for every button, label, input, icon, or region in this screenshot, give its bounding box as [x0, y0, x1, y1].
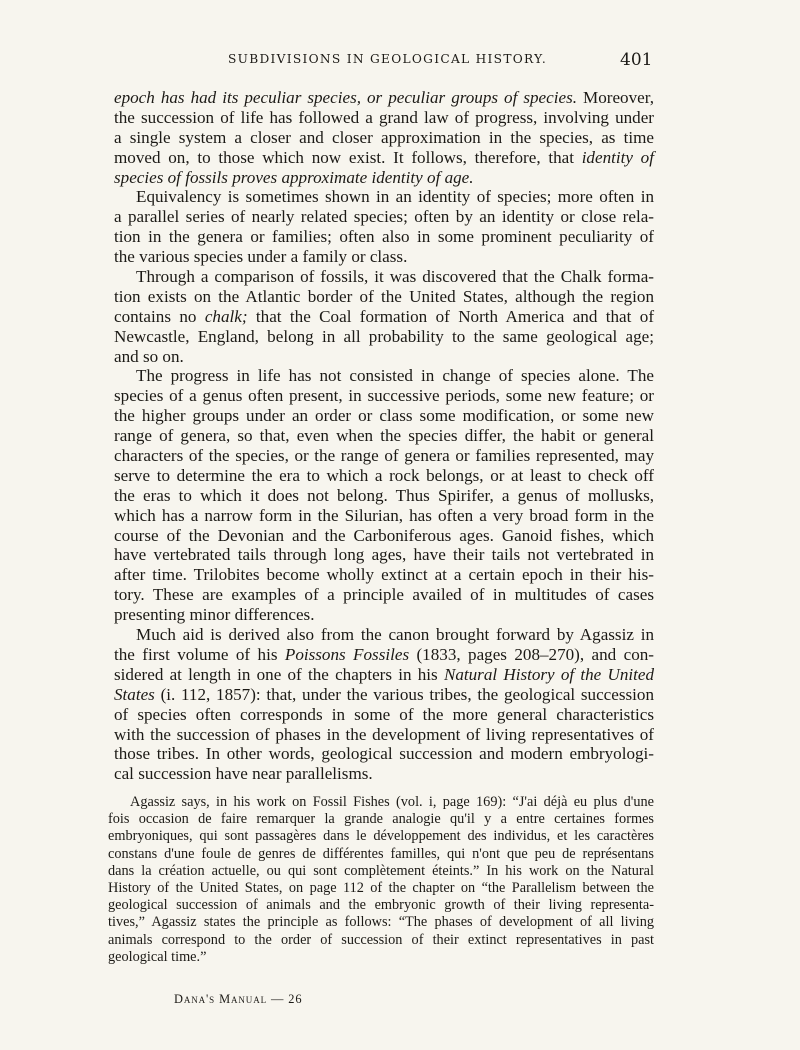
text-line: the eras to which it does not belong. Thus Spirifer, a genus of mollusks,	[114, 485, 654, 505]
text-line: tion exists on the Atlantic border of the United States, although the region	[114, 286, 654, 306]
footnote-line: geological time.”	[108, 948, 207, 965]
footnote-line: embryoniques, qui sont passagères dans le développement des individus, et les caractères	[108, 828, 654, 845]
footnote	[108, 794, 654, 966]
footnote-line: tives,” Agassiz states the principle as follows: “The phases of development of all living	[108, 914, 654, 931]
footnote-line: geological succession of animals and the embryonic growth of their living representa-	[108, 897, 654, 914]
footnote-line: animals correspond to the order of succession of their extinct representatives in past	[108, 931, 654, 948]
text-line: tion in the genera or families; often also in some prominent peculiarity of	[114, 227, 654, 247]
footnote-line: fois occasion de faire remarquer la grande analogie qu'il y a entre certaines formes	[108, 811, 654, 828]
text-line: Much aid is derived also from the canon brought forward by Agassiz in	[136, 625, 654, 645]
body-text	[114, 88, 654, 784]
footnote-line: constans d'une foule de genres de différentes familles, qui n'ont que peu de représentans	[108, 845, 654, 862]
text-line: the first volume of his Poissons Fossiles (1833, pages 208–270), and con-	[114, 644, 655, 664]
text-line: cal succession have near parallelisms.	[114, 764, 373, 784]
signature-mark	[174, 992, 302, 1007]
running-head	[0, 50, 800, 74]
text-line: The progress in life has not consisted in change of species alone. The	[136, 366, 654, 386]
text-line: epoch has had its peculiar species, or peculiar groups of species. Moreover,	[114, 88, 654, 107]
text-line: have vertebrated tails through long ages, have their tails not vertebrated in	[114, 545, 654, 565]
text-line: States (i. 112, 1857): that, under the various tribes, the geological succession	[114, 684, 654, 704]
text-line: which has a narrow form in the Silurian, has often a very broad form in the	[114, 505, 654, 525]
footnote-line: History of the United States, on page 112 of the chapter on “the Parallelism between the	[108, 879, 654, 896]
text-line: contains no chalk; that the Coal formation of North America and that of	[114, 306, 655, 326]
text-line: species of fossils proves approximate identity of age.	[114, 167, 474, 187]
text-line: of species often corresponds in some of the more general characteristics	[114, 704, 654, 724]
text-line: with the succession of phases in the development of living representatives of	[114, 724, 654, 744]
footnote-line: dans la création actuelle, ou qui sont complètement éteints.” In his work on the Natural	[108, 862, 654, 879]
text-line: a parallel series of nearly related species; often by an identity or close rela-	[114, 207, 654, 227]
text-line: and so on.	[114, 346, 184, 366]
text-line: the higher groups under an order or class some modification, or some new	[114, 406, 654, 426]
text-line: the succession of life has followed a grand law of progress, involving under	[114, 107, 654, 127]
text-line: tory. These are examples of a principle availed of in multitudes of cases	[114, 585, 654, 605]
text-line: Newcastle, England, belong in all probability to the same geological age;	[114, 326, 654, 346]
text-line: Through a comparison of fossils, it was discovered that the Chalk forma-	[136, 267, 654, 287]
text-line: those tribes. In other words, geological succession and modern embryologi-	[114, 744, 654, 764]
text-line: characters of the species, or the range of genera or families represented, may	[114, 446, 654, 466]
text-line: the various species under a family or class.	[114, 247, 408, 267]
text-line: serve to determine the era to which a rock belongs, or at least to check off	[114, 465, 654, 485]
text-line: Equivalency is sometimes shown in an identity of species; more often in	[136, 187, 654, 207]
text-line: moved on, to those which now exist. It follows, therefore, that identity of	[114, 147, 654, 167]
text-line: sidered at length in one of the chapters in his Natural History of the United	[114, 664, 654, 684]
text-line: range of genera, so that, even when the species differ, the habit or general	[114, 426, 654, 446]
page-number: 401	[620, 50, 653, 70]
footnote-line: Agassiz says, in his work on Fossil Fishes (vol. i, page 169): “J'ai déjà eu plus d'une	[130, 794, 654, 810]
text-line: species of a genus often present, in successive periods, some new feature; or	[114, 386, 654, 406]
running-title: SUBDIVISIONS IN GEOLOGICAL HISTORY.	[228, 52, 548, 66]
text-line: a single system a closer and closer approximation in the species, as time	[114, 127, 654, 147]
signature-text: Dana's Manual — 26	[174, 992, 303, 1006]
text-line: course of the Devonian and the Carboniferous ages. Ganoid fishes, which	[114, 525, 654, 545]
text-line: presenting minor differences.	[114, 605, 315, 625]
text-line: after time. Trilobites become wholly extinct at a certain epoch in their his-	[114, 565, 654, 585]
